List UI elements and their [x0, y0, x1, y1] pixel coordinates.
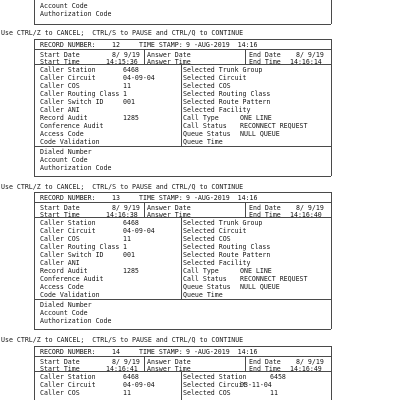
left-field-label: Access Code [40, 130, 84, 138]
right-field-label: Selected COS [183, 82, 231, 90]
left-field-label: Caller Station [40, 219, 96, 227]
right-field-value: ONE LINE [240, 114, 272, 122]
field-column-divider [181, 64, 182, 146]
record-bottom-border [34, 329, 331, 330]
left-field-value: 04-09-04 [123, 381, 155, 389]
date-column-divider [144, 49, 145, 64]
start-date-value: 8/ 9/19 [112, 204, 140, 212]
right-field-label: Call Type [183, 114, 219, 122]
left-field-value: 001 [123, 98, 135, 106]
record-top-border [34, 39, 331, 40]
record-top-border [34, 346, 331, 347]
record-left-border [34, 346, 35, 400]
right-field-value: NULL QUEUE [240, 283, 280, 291]
time-stamp-value: 9 -AUG-2019 14:16 [186, 194, 258, 202]
right-field-label: Queue Time [183, 138, 223, 146]
left-field-label: Caller Switch ID [40, 251, 104, 259]
right-field-label: Selected Routing Class [183, 243, 271, 251]
start-time-value: 14:15:36 [106, 58, 138, 66]
date-band-divider [34, 217, 331, 218]
record-number-label: RECORD NUMBER: [40, 194, 96, 202]
account-code-label: Account Code [40, 156, 88, 164]
right-field-label: Selected Route Pattern [183, 251, 271, 259]
right-field-label: Selected Route Pattern [183, 98, 271, 106]
left-field-value: 6468 [123, 373, 139, 381]
left-field-value: 6468 [123, 66, 139, 74]
record-right-border [331, 346, 332, 400]
right-field-label: Selected Circuit [183, 227, 247, 235]
record-bottom-border [34, 176, 331, 177]
left-field-label: Conference Audit [40, 275, 104, 283]
right-field-label: Selected Trunk Group [183, 66, 263, 74]
field-area-divider [34, 146, 331, 147]
start-date-label: Start Date [40, 51, 80, 59]
answer-date-label: Answer Date [147, 51, 191, 59]
right-field-value: RECONNECT REQUEST [240, 122, 308, 130]
dialed-number-label: Dialed Number [40, 301, 92, 309]
record-left-border [34, 192, 35, 329]
date-column-divider [144, 202, 145, 217]
left-field-label: Caller ANI [40, 259, 80, 267]
left-field-label: Record Audit [40, 114, 88, 122]
right-field-value: ONE LINE [240, 267, 272, 275]
date-band-divider [34, 371, 331, 372]
left-field-value: 001 [123, 251, 135, 259]
date-column-divider [245, 356, 246, 371]
header-divider [34, 356, 331, 357]
right-field-label: Queue Status [183, 283, 231, 291]
start-date-label: Start Date [40, 358, 80, 366]
left-field-value: 11 [123, 235, 131, 243]
record-right-border [331, 192, 332, 329]
authorization-code-label: Authorization Code [40, 164, 112, 172]
left-field-label: Caller Circuit [40, 227, 96, 235]
end-time-value: 14:16:49 [290, 365, 322, 373]
account-code-label: Account Code [40, 309, 88, 317]
left-field-label: Caller Routing Class [40, 90, 120, 98]
right-field-label: Selected Circuit [183, 381, 247, 389]
left-field-value: 6468 [123, 219, 139, 227]
start-date-value: 8/ 9/19 [112, 51, 140, 59]
left-field-value: 1 [123, 243, 127, 251]
record-right-border [331, 39, 332, 176]
record-number-label: RECORD NUMBER: [40, 41, 96, 49]
authorization-code-label: Authorization Code [40, 10, 112, 18]
end-date-value: 8/ 9/19 [296, 358, 324, 366]
answer-time-label: Answer Time [147, 58, 191, 66]
date-column-divider [144, 356, 145, 371]
left-field-label: Code Validation [40, 138, 100, 146]
record-left-border [34, 39, 35, 176]
end-date-label: End Date [249, 204, 281, 212]
record-top-border [34, 192, 331, 193]
right-field-label: Queue Time [183, 291, 223, 299]
account-code-label: Account Code [40, 2, 88, 10]
end-date-value: 8/ 9/19 [296, 51, 324, 59]
start-time-value: 14:16:41 [106, 365, 138, 373]
right-field-label: Call Status [183, 275, 227, 283]
right-field-label: Selected Routing Class [183, 90, 271, 98]
record-number-value: 14 [112, 348, 120, 356]
header-divider [34, 49, 331, 50]
right-field-label: Selected COS [183, 389, 231, 397]
date-column-divider [245, 202, 246, 217]
time-stamp-label: TIME STAMP: [139, 41, 183, 49]
left-field-label: Caller Station [40, 373, 96, 381]
date-band-divider [34, 64, 331, 65]
field-area-divider [34, 299, 331, 300]
left-field-value: 11 [123, 82, 131, 90]
left-field-value: 1285 [123, 114, 139, 122]
answer-time-label: Answer Time [147, 211, 191, 219]
left-field-label: Caller COS [40, 82, 80, 90]
control-instruction-line: Use CTRL/Z to CANCEL; CTRL/S to PAUSE and CTRL/Q to CONTINUE [1, 336, 244, 344]
left-field-value: 11 [123, 389, 131, 397]
right-field-value: 6458 [270, 373, 286, 381]
end-date-value: 8/ 9/19 [296, 204, 324, 212]
left-field-value: 1285 [123, 267, 139, 275]
right-field-value: 03-11-04 [240, 381, 272, 389]
control-instruction-line: Use CTRL/Z to CANCEL; CTRL/S to PAUSE and CTRL/Q to CONTINUE [1, 29, 244, 37]
record-right-border [331, 0, 332, 24]
time-stamp-label: TIME STAMP: [139, 348, 183, 356]
start-time-value: 14:16:38 [106, 211, 138, 219]
field-column-divider [181, 217, 182, 299]
right-field-label: Selected Station [183, 373, 247, 381]
left-field-label: Caller Station [40, 66, 96, 74]
left-field-label: Caller Switch ID [40, 98, 104, 106]
right-field-label: Selected Facility [183, 259, 251, 267]
end-time-label: End Time [249, 58, 281, 66]
left-field-label: Record Audit [40, 267, 88, 275]
time-stamp-value: 9 -AUG-2019 14:16 [186, 41, 258, 49]
start-date-value: 8/ 9/19 [112, 358, 140, 366]
left-field-label: Caller COS [40, 389, 80, 397]
left-field-label: Conference Audit [40, 122, 104, 130]
end-time-label: End Time [249, 365, 281, 373]
right-field-label: Selected Facility [183, 106, 251, 114]
record-left-border [34, 0, 35, 24]
end-time-label: End Time [249, 211, 281, 219]
record-number-value: 13 [112, 194, 120, 202]
answer-time-label: Answer Time [147, 365, 191, 373]
record-number-value: 12 [112, 41, 120, 49]
right-field-label: Call Type [183, 267, 219, 275]
field-column-divider [181, 371, 182, 400]
left-field-value: 1 [123, 90, 127, 98]
left-field-label: Code Validation [40, 291, 100, 299]
header-divider [34, 202, 331, 203]
left-field-label: Caller Routing Class [40, 243, 120, 251]
start-time-label: Start Time [40, 365, 80, 373]
record-number-label: RECORD NUMBER: [40, 348, 96, 356]
answer-date-label: Answer Date [147, 358, 191, 366]
dialed-number-label: Dialed Number [40, 148, 92, 156]
end-time-value: 14:16:14 [290, 58, 322, 66]
time-stamp-label: TIME STAMP: [139, 194, 183, 202]
start-time-label: Start Time [40, 58, 80, 66]
left-field-value: 04-09-04 [123, 227, 155, 235]
end-time-value: 14:16:40 [290, 211, 322, 219]
authorization-code-label: Authorization Code [40, 317, 112, 325]
right-field-label: Selected Trunk Group [183, 219, 263, 227]
control-instruction-line: Use CTRL/Z to CANCEL; CTRL/S to PAUSE and CTRL/Q to CONTINUE [1, 183, 244, 191]
end-date-label: End Date [249, 51, 281, 59]
record-bottom-border [34, 24, 331, 25]
start-time-label: Start Time [40, 211, 80, 219]
right-field-value: NULL QUEUE [240, 130, 280, 138]
right-field-label: Selected Circuit [183, 74, 247, 82]
answer-date-label: Answer Date [147, 204, 191, 212]
left-field-value: 04-09-04 [123, 74, 155, 82]
left-field-label: Access Code [40, 283, 84, 291]
date-column-divider [245, 49, 246, 64]
right-field-value: 11 [270, 389, 278, 397]
start-date-label: Start Date [40, 204, 80, 212]
end-date-label: End Date [249, 358, 281, 366]
time-stamp-value: 9 -AUG-2019 14:16 [186, 348, 258, 356]
right-field-label: Call Status [183, 122, 227, 130]
right-field-label: Selected COS [183, 235, 231, 243]
right-field-value: RECONNECT REQUEST [240, 275, 308, 283]
left-field-label: Caller Circuit [40, 74, 96, 82]
left-field-label: Caller COS [40, 235, 80, 243]
left-field-label: Caller ANI [40, 106, 80, 114]
right-field-label: Queue Status [183, 130, 231, 138]
left-field-label: Caller Circuit [40, 381, 96, 389]
